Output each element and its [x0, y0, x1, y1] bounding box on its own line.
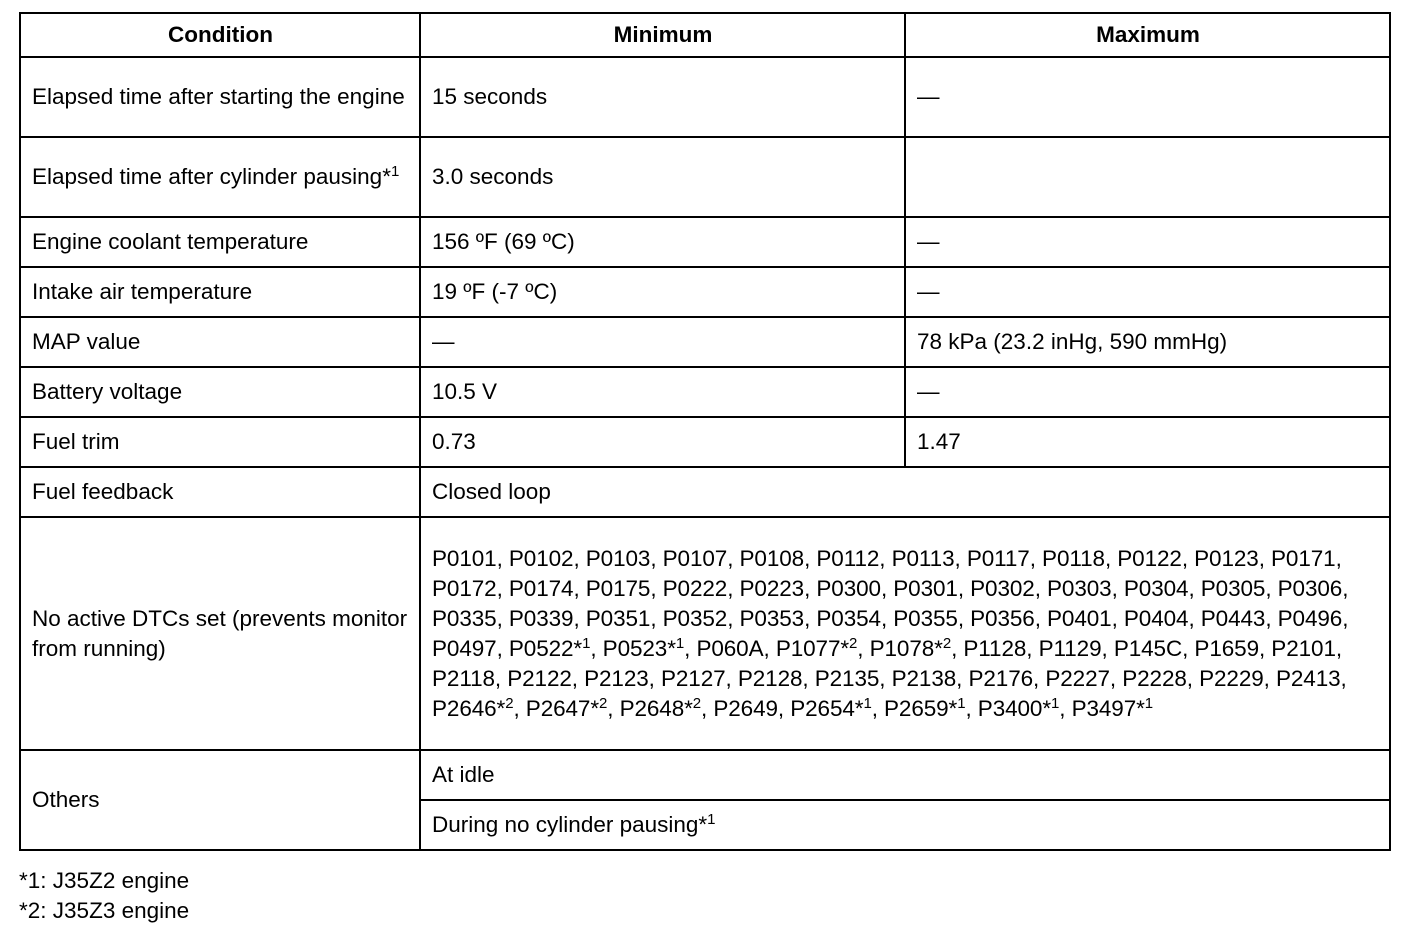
footnote-ref: 1: [582, 634, 591, 652]
dtc-code: P0118: [1042, 545, 1105, 571]
footnote-ref: 2: [599, 694, 608, 712]
table-row: [20, 417, 1390, 467]
condition-cell: Elapsed time after starting the engine: [20, 57, 420, 137]
footnote-ref: 1: [675, 634, 685, 652]
dtc-code: P0223: [739, 575, 805, 601]
dtc-code: P0522*: [508, 635, 583, 661]
dtc-code: P0355: [893, 605, 958, 631]
value-cell: Closed loop: [420, 467, 1390, 517]
value-cell: At idle: [420, 750, 1390, 800]
footnote-ref: 1: [390, 163, 400, 180]
header-row: [20, 13, 1390, 57]
dtc-code: P2101: [1271, 635, 1336, 661]
minimum-cell: 0.73: [420, 417, 905, 467]
dtc-code: P0222: [662, 575, 728, 601]
dtc-code: P2127: [660, 665, 726, 691]
maximum-cell: —: [905, 267, 1390, 317]
dtc-code: P3400*: [977, 695, 1051, 721]
dtc-code: P2123: [584, 665, 649, 691]
value-text: During no cylinder pausing*: [432, 812, 708, 837]
dtc-code: P0123: [1194, 545, 1259, 571]
maximum-cell: —: [905, 217, 1390, 267]
dtc-code: P0339: [508, 605, 574, 631]
dtc-code: P2118: [432, 665, 495, 691]
footnote-mark: *1:: [19, 868, 47, 893]
dtc-code: P1128: [963, 635, 1027, 661]
dtc-code: P0103: [585, 545, 651, 571]
dtc-code: P0351: [585, 605, 651, 631]
dtc-code: P1129: [1038, 635, 1102, 661]
dtc-code: P0172: [432, 575, 497, 601]
dtc-code: P2646*: [432, 695, 506, 721]
dtc-code: P0101: [432, 545, 497, 571]
dtc-code: P0306: [1277, 575, 1343, 601]
footnote-ref: 1: [863, 694, 872, 712]
footnote-ref: 1: [707, 811, 716, 828]
dtc-code: P0523*: [602, 635, 676, 661]
dtc-code: P1659: [1194, 635, 1259, 661]
maximum-cell: —: [905, 57, 1390, 137]
dtc-code: P0301: [893, 575, 958, 601]
table-row: [20, 317, 1390, 367]
footnote-ref: 2: [849, 634, 858, 652]
value-cell: [420, 800, 1390, 850]
conditions-table: [19, 12, 1391, 851]
dtc-code: P0107: [662, 545, 728, 571]
dtc-code: P0171: [1271, 545, 1336, 571]
dtc-code: P2659*: [884, 695, 958, 721]
maximum-cell: 1.47: [905, 417, 1390, 467]
minimum-cell: 156 ºF (69 ºC): [420, 217, 905, 267]
dtc-code: P3497*: [1071, 695, 1145, 721]
footnote-ref: 1: [1051, 694, 1060, 712]
dtc-code: P2227: [1045, 665, 1110, 691]
dtc-code: P2229: [1199, 665, 1264, 691]
dtc-code: P0302: [970, 575, 1035, 601]
dtc-code: P2649: [713, 695, 778, 721]
condition-cell: No active DTCs set (prevents monitor from running): [20, 517, 420, 750]
maximum-cell: [905, 137, 1390, 217]
condition-cell: Engine coolant temperature: [20, 217, 420, 267]
table-row: [20, 750, 1390, 800]
footnote-text: J35Z3 engine: [52, 898, 190, 923]
dtc-code: P0353: [739, 605, 805, 631]
table-row: [20, 367, 1390, 417]
footnote: [19, 866, 189, 896]
footnote-ref: 1: [1144, 694, 1154, 712]
dtc-code: P0305: [1200, 575, 1266, 601]
dtc-code: P0356: [970, 605, 1035, 631]
table-row: [20, 137, 1390, 217]
dtc-code: P0401: [1047, 605, 1112, 631]
minimum-cell: 10.5 V: [420, 367, 905, 417]
dtc-code: P2648*: [619, 695, 693, 721]
maximum-cell: 78 kPa (23.2 inHg, 590 mmHg): [905, 317, 1390, 367]
table-row: [20, 217, 1390, 267]
dtc-code: P2122: [507, 665, 572, 691]
dtc-code: P0117: [966, 545, 1030, 571]
dtc-code: P0102: [508, 545, 574, 571]
dtc-code: P2138: [891, 665, 957, 691]
condition-cell: Fuel trim: [20, 417, 420, 467]
dtc-code: P2654*: [790, 695, 864, 721]
minimum-cell: —: [420, 317, 905, 367]
table-row: [20, 57, 1390, 137]
dtc-code: P2647*: [525, 695, 599, 721]
dtc-code: P2228: [1122, 665, 1187, 691]
dtc-code: P0335: [432, 605, 497, 631]
dtc-code: P060A: [696, 635, 764, 661]
table-row: [20, 467, 1390, 517]
dtc-code: P0304: [1123, 575, 1189, 601]
dtc-code: P0354: [816, 605, 881, 631]
minimum-cell: 15 seconds: [420, 57, 905, 137]
table-row: [20, 267, 1390, 317]
dtc-code: P0174: [508, 575, 574, 601]
footnote-mark: *2:: [19, 898, 47, 923]
header-condition: Condition: [20, 13, 420, 57]
dtc-list: P0101, P0102, P0103, P0107, P0108, P0112, P0113, P0117, P0118, P0122, P0123, P0171, P0172, P0174, P0175, P0222, P0223, P0300, P0301, P0302, P0303, P0304, P0305, P0306, P0335, P0339, P0351, P0352, P0353, P0354, P0355, P0356, P0401, P0404, P0443, P0496, P0497, P0522*$^1$, P0523*$^1$, P060A, P1077*$^2$, P1078*$^2$, P1128, P1129, P145C, P1659, P2101, P2118, P2122, P2123, P2127, P2128, P2135, P2138, P2176, P2227, P2228, P2229, P2413, P2646*$^2$, P2647*$^2$, P2648*$^2$, P2649, P2654*$^1$, P2659*$^1$, P3400*$^1$, P3497*$^1$: [420, 517, 1390, 750]
dtc-code: P0496: [1277, 605, 1343, 631]
table-row: [20, 517, 1390, 750]
condition-cell: Fuel feedback: [20, 467, 420, 517]
dtc-code: P0122: [1117, 545, 1182, 571]
header-minimum: Minimum: [420, 13, 905, 57]
footnote-ref: 2: [942, 634, 952, 652]
dtc-code: P0108: [739, 545, 805, 571]
footnote-ref: 2: [505, 694, 514, 712]
footnote-text: J35Z2 engine: [52, 868, 190, 893]
dtc-code: P0112: [816, 545, 880, 571]
footnotes: [19, 866, 189, 926]
dtc-code: P2413: [1275, 665, 1341, 691]
dtc-code: P2176: [968, 665, 1034, 691]
dtc-code: P0300: [816, 575, 881, 601]
condition-cell: Battery voltage: [20, 367, 420, 417]
dtc-code: P0443: [1200, 605, 1266, 631]
dtc-code: P0404: [1123, 605, 1189, 631]
condition-cell: Intake air temperature: [20, 267, 420, 317]
dtc-code: P2135: [814, 665, 880, 691]
dtc-code: P2128: [737, 665, 803, 691]
footnote-ref: 1: [957, 694, 966, 712]
dtc-code: P0352: [662, 605, 728, 631]
condition-cell: MAP value: [20, 317, 420, 367]
condition-text: Elapsed time after cylinder pausing*: [32, 164, 391, 189]
minimum-cell: 19 ºF (-7 ºC): [420, 267, 905, 317]
condition-cell: [20, 137, 420, 217]
dtc-code: P0113: [891, 545, 955, 571]
footnote-ref: 2: [692, 694, 702, 712]
dtc-code: P1077*: [775, 635, 850, 661]
header-maximum: Maximum: [905, 13, 1390, 57]
dtc-code: P1078*: [869, 635, 943, 661]
dtc-code: P0303: [1047, 575, 1112, 601]
maximum-cell: —: [905, 367, 1390, 417]
minimum-cell: 3.0 seconds: [420, 137, 905, 217]
footnote: [19, 896, 189, 926]
dtc-code: P145C: [1113, 635, 1183, 661]
dtc-code: P0175: [585, 575, 651, 601]
condition-cell: Others: [20, 750, 420, 850]
dtc-code: P0497: [432, 635, 497, 661]
